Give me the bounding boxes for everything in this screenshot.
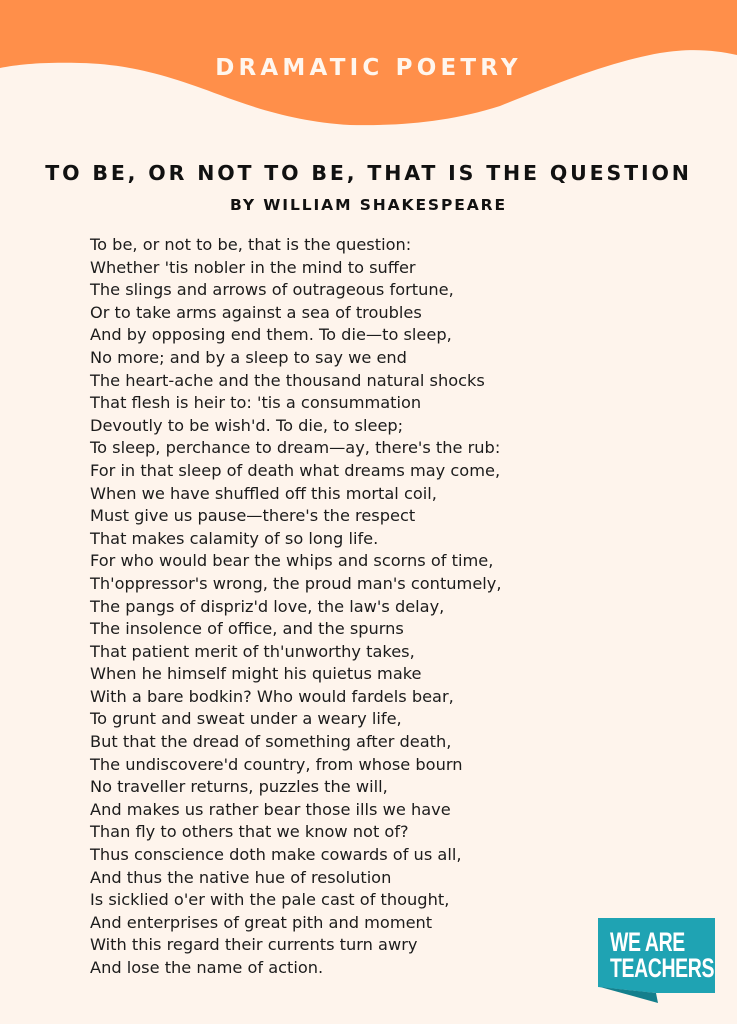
poem-line: That makes calamity of so long life. [90, 528, 379, 548]
poem-line: For who would bear the whips and scorns of time, [90, 551, 494, 571]
poem-line: For in that sleep of death what dreams may come, [90, 460, 501, 480]
poem-line: To be, or not to be, that is the question: [90, 235, 412, 254]
poem-line: When we have shuffled off this mortal coil, [90, 483, 437, 503]
poem-line: When he himself might his quietus make [90, 664, 422, 684]
poem-line: With this regard their currents turn awry [90, 935, 418, 955]
logo-line-2: TEACHERS [610, 953, 715, 983]
poem-line: The undiscovere'd country, from whose bourn [90, 754, 463, 774]
poem-author: BY WILLIAM SHAKESPEARE [230, 196, 507, 214]
poem-line: Or to take arms against a sea of troubles [90, 302, 422, 322]
poem-line: And by opposing end them. To die—to sleep, [90, 325, 452, 345]
poem-line: That flesh is heir to: 'tis a consummation [90, 393, 422, 413]
category-heading: DRAMATIC POETRY [215, 55, 522, 81]
poem-line: Devoutly to be wish'd. To die, to sleep; [90, 415, 404, 435]
logo-text [610, 927, 715, 983]
poem-line: And lose the name of action. [90, 958, 324, 977]
poem-line: And makes us rather bear those ills we have [90, 799, 451, 819]
poem-line: The heart-ache and the thousand natural shocks [90, 370, 485, 390]
poem-line: That patient merit of th'unworthy takes, [90, 641, 415, 661]
poem-line: And thus the native hue of resolution [90, 867, 392, 887]
poem-line: No more; and by a sleep to say we end [90, 347, 407, 367]
poem-line: Must give us pause—there's the respect [90, 506, 416, 526]
poem-line: Than fly to others that we know not of? [90, 822, 409, 842]
poem-line: Whether 'tis nobler in the mind to suffer [90, 257, 416, 277]
logo-line-1: WE ARE [610, 927, 685, 957]
poem-line: The pangs of dispriz'd love, the law's delay, [90, 596, 445, 616]
poem-line: Is sicklied o'er with the pale cast of thought, [90, 890, 450, 910]
poem-line: But that the dread of something after death, [90, 732, 452, 752]
poem-line: And enterprises of great pith and moment [90, 912, 433, 932]
poem-line: Th'oppressor's wrong, the proud man's contumely, [90, 573, 502, 593]
poem-line: With a bare bodkin? Who would fardels bear, [90, 686, 454, 706]
poem-line: No traveller returns, puzzles the will, [90, 777, 388, 797]
poem-line: The insolence of office, and the spurns [90, 619, 404, 639]
poem-line: The slings and arrows of outrageous fortune, [90, 280, 454, 300]
poem-line: To sleep, perchance to dream—ay, there's the rub: [90, 438, 501, 458]
poem-title: TO BE, OR NOT TO BE, THAT IS THE QUESTION [45, 161, 692, 185]
poem-line: Thus conscience doth make cowards of us all, [90, 845, 462, 865]
poem-body [90, 234, 502, 980]
poem-line: To grunt and sweat under a weary life, [90, 709, 402, 729]
we-are-teachers-logo [598, 918, 716, 1004]
